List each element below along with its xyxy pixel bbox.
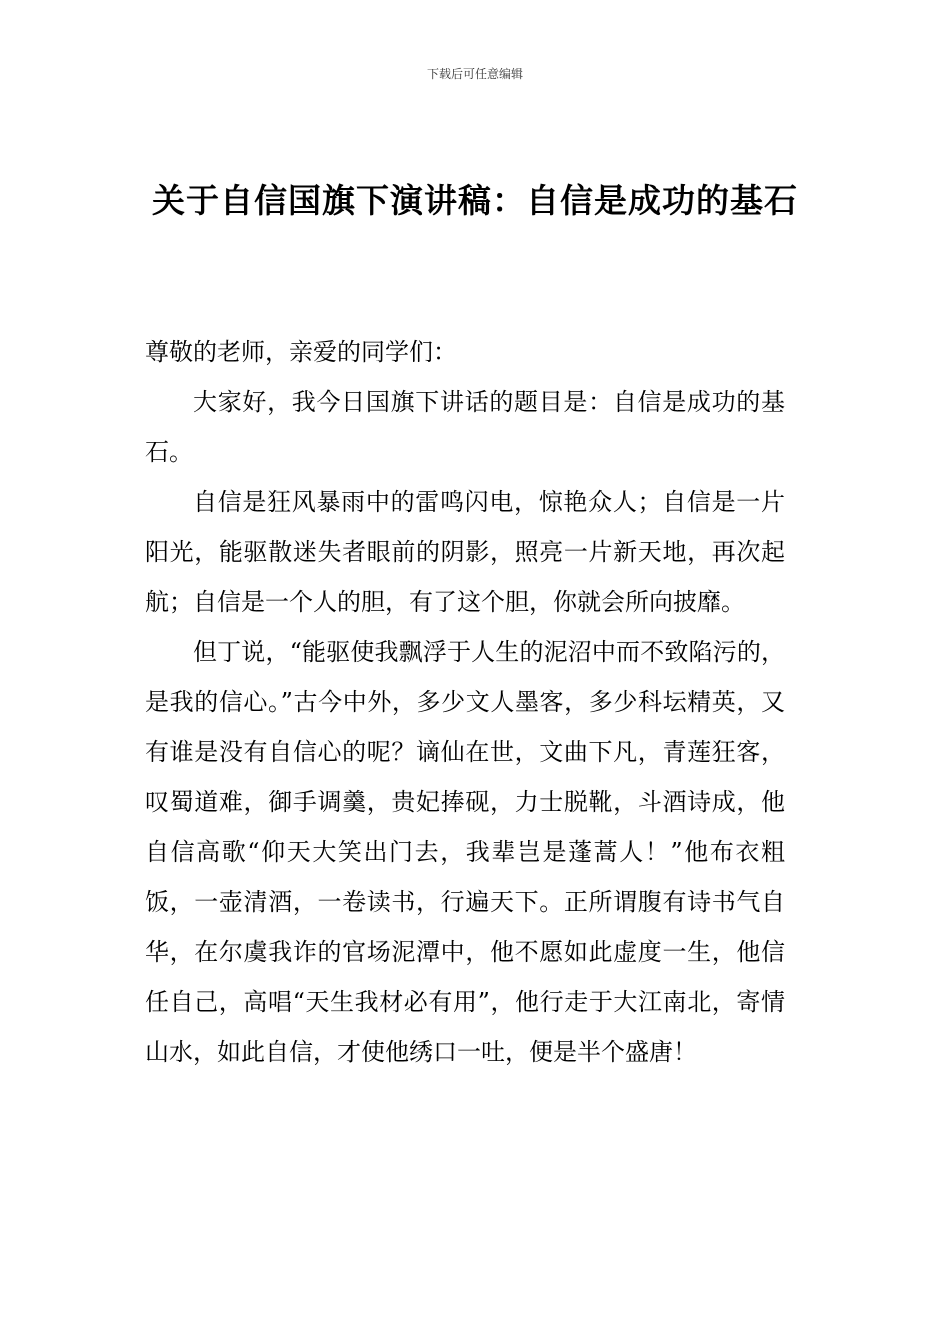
- paragraph-greeting: 大家好，我今日国旗下讲话的题目是：自信是成功的基石。: [145, 388, 785, 466]
- paragraph-confidence-metaphors: 自信是狂风暴雨中的雷鸣闪电，惊艳众人；自信是一片阳光，能驱散迷失者眼前的阴影，照亮一片新天地，再次起航；自信是一个人的胆，有了这个胆，你就会所向披靡。: [145, 488, 785, 616]
- document-title: 关于自信国旗下演讲稿：自信是成功的基石: [152, 181, 798, 220]
- salutation: 尊敬的老师，亲爱的同学们：: [145, 338, 457, 366]
- document-body: [145, 327, 785, 1077]
- paragraph-dante-li-bai: 但丁说，“能驱使我飘浮于人生的泥沼中而不致陷污的，是我的信心。”古今中外，多少文人墨客，多少科坛精英，又有谁是没有自信心的呢？谪仙在世，文曲下凡，青莲狂客，叹蜀道难，御手调羹，贵妃捧砚，力士脱靴，斗酒诗成，他自信高歌“仰天大笑出门去，我辈岂是蓬蒿人！”他布衣粗饭，一壶清酒，一卷读书，行遍天下。正所谓腹有诗书气自华，在尔虞我诈的官场泥潭中，他不愿如此虚度一生，他信任自己，高唱“天生我材必有用”，他行走于大江南北，寄情山水，如此自信，才使他绣口一吐，便是半个盛唐！: [145, 638, 785, 1066]
- header-note: 下载后可任意编辑: [426, 67, 523, 81]
